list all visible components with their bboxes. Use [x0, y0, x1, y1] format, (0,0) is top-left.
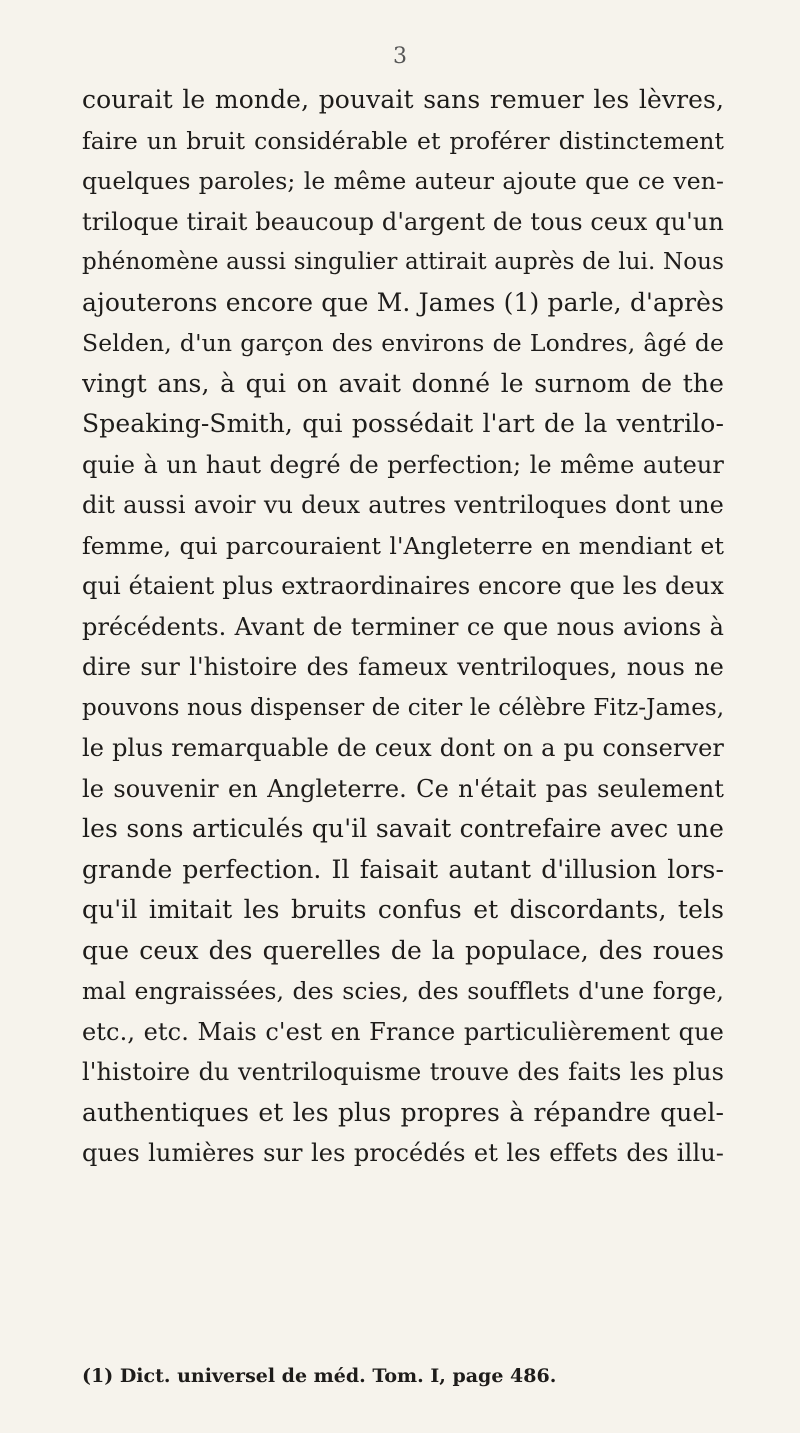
text-line: triloque tirait beaucoup d'argent de tous ceux qu'un — [82, 207, 724, 236]
text-line: le souvenir en Angleterre. Ce n'était pas seulement — [82, 774, 724, 803]
text-line: ques lumières sur les procédés et les effets des illu- — [82, 1139, 724, 1167]
page-number: 3 — [393, 44, 407, 69]
text-line: dire sur l'histoire des fameux ventriloques, nous ne — [82, 653, 724, 681]
text-line: qui étaient plus extraordinaires encore que les deux — [82, 572, 724, 600]
text-line: précédents. Avant de terminer ce que nous avions à — [82, 612, 724, 641]
text-line: Speaking-Smith, qui possédait l'art de la ventrilo- — [82, 409, 724, 438]
text-line: pouvons nous dispenser de citer le célèbre Fitz-James, — [82, 694, 724, 721]
text-line: le plus remarquable de ceux dont on a pu conserver — [82, 734, 724, 762]
text-line: faire un bruit considérable et proférer distinctement — [82, 126, 724, 155]
text-line: courait le monde, pouvait sans remuer les lèvres, — [82, 85, 724, 114]
text-line: quelques paroles; le même auteur ajoute que ce ven- — [82, 167, 724, 195]
body-text — [82, 80, 724, 1174]
text-line: qu'il imitait les bruits confus et discordants, tels — [82, 895, 724, 924]
text-line: etc., etc. Mais c'est en France particulièrement que — [82, 1017, 724, 1046]
text-line: vingt ans, à qui on avait donné le surnom de the — [82, 368, 724, 398]
text-line: authentiques et les plus propres à répandre quel- — [82, 1097, 724, 1127]
text-line: dit aussi avoir vu deux autres ventriloques dont une — [82, 491, 724, 519]
text-line: l'histoire du ventriloquisme trouve des faits les plus — [82, 1058, 724, 1086]
text-line: femme, qui parcouraient l'Angleterre en mendiant et — [82, 531, 724, 560]
text-line: phénomène aussi singulier attirait auprès de lui. Nous — [82, 249, 724, 275]
text-line: que ceux des querelles de la populace, des roues — [82, 935, 724, 965]
text-line: grande perfection. Il faisait autant d'illusion lors- — [82, 854, 724, 884]
text-line: les sons articulés qu'il savait contrefaire avec une — [82, 814, 724, 843]
footnote: (1) Dict. universel de méd. Tom. I, page 486. — [82, 1365, 557, 1387]
text-line: mal engraissées, des scies, des soufflets d'une forge, — [82, 977, 724, 1005]
text-line: ajouterons encore que M. James (1) parle, d'après — [82, 287, 724, 317]
text-line: quie à un haut degré de perfection; le même auteur — [82, 450, 724, 479]
text-line: Selden, d'un garçon des environs de Londres, âgé de — [82, 329, 724, 357]
